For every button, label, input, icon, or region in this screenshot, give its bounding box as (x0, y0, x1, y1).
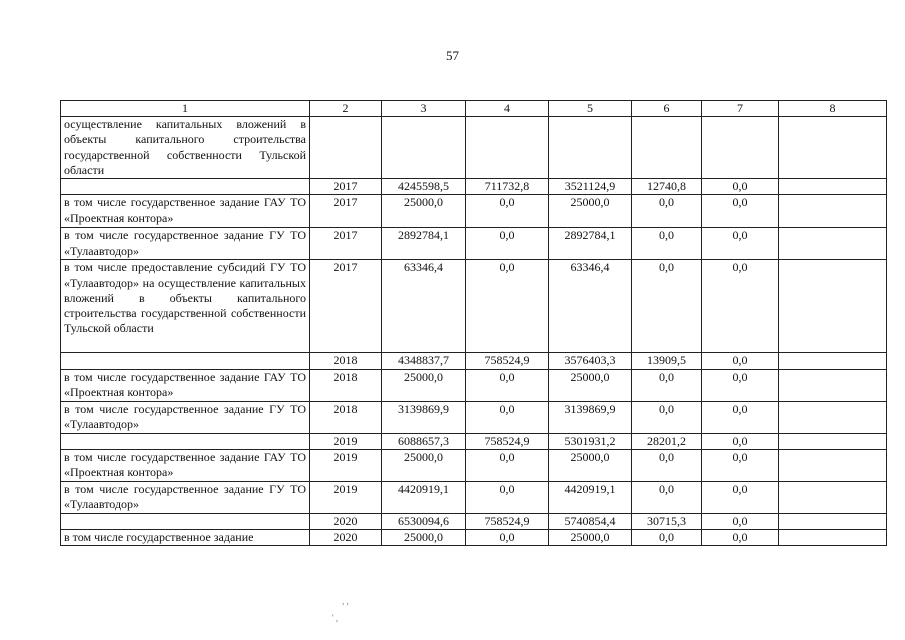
col4-cell (466, 117, 549, 179)
total-cell: 2892784,1 (382, 228, 466, 260)
header-cell: 6 (632, 101, 702, 117)
year-cell: 2019 (310, 449, 382, 481)
table-row (61, 401, 887, 433)
col6-cell: 30715,3 (632, 513, 702, 529)
description-cell (61, 353, 310, 369)
total-cell: 25000,0 (382, 195, 466, 228)
col8-cell (779, 401, 887, 433)
col4-cell: 758524,9 (466, 353, 549, 369)
description-cell: осуществление капитальных вложений в объекты капитального строительства государственной собственности Тульской области (61, 117, 310, 179)
col7-cell: 0,0 (702, 195, 779, 228)
description-cell: в том числе государственное задание ГАУ ТО «Проектная контора» (61, 449, 310, 481)
col7-cell: 0,0 (702, 433, 779, 449)
header-cell: 5 (549, 101, 632, 117)
table-row (61, 449, 887, 481)
col7-cell: 0,0 (702, 481, 779, 513)
col7-cell: 0,0 (702, 449, 779, 481)
description-cell: в том числе государственное задание ГУ ТО «Тулаавтодор» (61, 401, 310, 433)
total-cell: 4245598,5 (382, 179, 466, 195)
col6-cell: 0,0 (632, 401, 702, 433)
header-cell: 7 (702, 101, 779, 117)
col7-cell: 0,0 (702, 260, 779, 353)
col8-cell (779, 481, 887, 513)
col6-cell: 0,0 (632, 481, 702, 513)
table-row (61, 179, 887, 195)
col4-cell: 0,0 (466, 260, 549, 353)
year-cell: 2020 (310, 513, 382, 529)
total-cell: 6530094,6 (382, 513, 466, 529)
year-cell: 2018 (310, 401, 382, 433)
description-cell: в том числе государственное задание ГАУ ТО «Проектная контора» (61, 195, 310, 228)
col7-cell: 0,0 (702, 401, 779, 433)
col4-cell: 0,0 (466, 369, 549, 401)
header-cell: 1 (61, 101, 310, 117)
col6-cell: 0,0 (632, 369, 702, 401)
col5-cell: 3139869,9 (549, 401, 632, 433)
col8-cell (779, 195, 887, 228)
total-cell (382, 117, 466, 179)
total-cell: 25000,0 (382, 369, 466, 401)
col8-cell (779, 433, 887, 449)
description-cell: в том числе государственное задание ГУ ТО «Тулаавтодор» (61, 228, 310, 260)
description-cell: в том числе государственное задание ГУ ТО «Тулаавтодор» (61, 481, 310, 513)
budget-table (60, 100, 887, 546)
total-cell: 6088657,3 (382, 433, 466, 449)
year-cell: 2017 (310, 195, 382, 228)
col4-cell: 0,0 (466, 401, 549, 433)
col8-cell (779, 449, 887, 481)
table-row (61, 195, 887, 228)
col5-cell: 3576403,3 (549, 353, 632, 369)
total-cell: 3139869,9 (382, 401, 466, 433)
year-cell: 2019 (310, 433, 382, 449)
col5-cell: 25000,0 (549, 369, 632, 401)
col6-cell: 0,0 (632, 260, 702, 353)
col6-cell: 0,0 (632, 449, 702, 481)
year-cell (310, 117, 382, 179)
col8-cell (779, 369, 887, 401)
col4-cell: 0,0 (466, 449, 549, 481)
table-row (61, 530, 887, 546)
col6-cell: 12740,8 (632, 179, 702, 195)
description-cell: в том числе предоставление субсидий ГУ ТО «Тулаавтодор» на осуществление капитальных вложений в объекты капитального строительства государственной собственности Тульской области (61, 260, 310, 353)
col8-cell (779, 353, 887, 369)
col6-cell: 28201,2 (632, 433, 702, 449)
table-row (61, 117, 887, 179)
col4-cell: 758524,9 (466, 513, 549, 529)
col8-cell (779, 117, 887, 179)
col6-cell: 0,0 (632, 195, 702, 228)
col8-cell (779, 228, 887, 260)
col7-cell: 0,0 (702, 530, 779, 546)
col8-cell (779, 179, 887, 195)
col4-cell: 0,0 (466, 530, 549, 546)
col5-cell: 2892784,1 (549, 228, 632, 260)
header-cell: 4 (466, 101, 549, 117)
table-row (61, 353, 887, 369)
col4-cell: 0,0 (466, 481, 549, 513)
col4-cell: 758524,9 (466, 433, 549, 449)
total-cell: 4348837,7 (382, 353, 466, 369)
col5-cell: 25000,0 (549, 449, 632, 481)
table-row (61, 433, 887, 449)
col5-cell: 3521124,9 (549, 179, 632, 195)
col7-cell: 0,0 (702, 228, 779, 260)
col6-cell: 13909,5 (632, 353, 702, 369)
description-cell (61, 179, 310, 195)
table-row (61, 513, 887, 529)
total-cell: 25000,0 (382, 449, 466, 481)
col5-cell: 25000,0 (549, 530, 632, 546)
description-cell: в том числе государственное задание ГАУ ТО «Проектная контора» (61, 369, 310, 401)
scan-artifact: , , (342, 596, 349, 606)
col7-cell: 0,0 (702, 179, 779, 195)
col5-cell: 5301931,2 (549, 433, 632, 449)
col6-cell: 0,0 (632, 530, 702, 546)
table-row (61, 369, 887, 401)
header-cell: 3 (382, 101, 466, 117)
year-cell: 2020 (310, 530, 382, 546)
col7-cell: 0,0 (702, 513, 779, 529)
table-row (61, 481, 887, 513)
col7-cell: 0,0 (702, 369, 779, 401)
total-cell: 4420919,1 (382, 481, 466, 513)
col7-cell: 0,0 (702, 353, 779, 369)
page-number: 57 (446, 48, 459, 63)
year-cell: 2017 (310, 228, 382, 260)
col6-cell: 0,0 (632, 228, 702, 260)
col5-cell: 63346,4 (549, 260, 632, 353)
col4-cell: 0,0 (466, 228, 549, 260)
col8-cell (779, 530, 887, 546)
description-cell: в том числе государственное задание (61, 530, 310, 546)
year-cell: 2018 (310, 353, 382, 369)
col6-cell (632, 117, 702, 179)
scan-artifact: ' , (332, 613, 339, 623)
col4-cell: 711732,8 (466, 179, 549, 195)
col4-cell: 0,0 (466, 195, 549, 228)
total-cell: 25000,0 (382, 530, 466, 546)
year-cell: 2018 (310, 369, 382, 401)
col5-cell: 25000,0 (549, 195, 632, 228)
description-cell (61, 433, 310, 449)
col8-cell (779, 513, 887, 529)
year-cell: 2017 (310, 179, 382, 195)
col7-cell (702, 117, 779, 179)
col5-cell: 5740854,4 (549, 513, 632, 529)
header-cell: 2 (310, 101, 382, 117)
year-cell: 2017 (310, 260, 382, 353)
header-cell: 8 (779, 101, 887, 117)
col5-cell: 4420919,1 (549, 481, 632, 513)
col5-cell (549, 117, 632, 179)
table-row (61, 228, 887, 260)
header-row (61, 101, 887, 117)
col8-cell (779, 260, 887, 353)
total-cell: 63346,4 (382, 260, 466, 353)
description-cell (61, 513, 310, 529)
year-cell: 2019 (310, 481, 382, 513)
table-row (61, 260, 887, 353)
